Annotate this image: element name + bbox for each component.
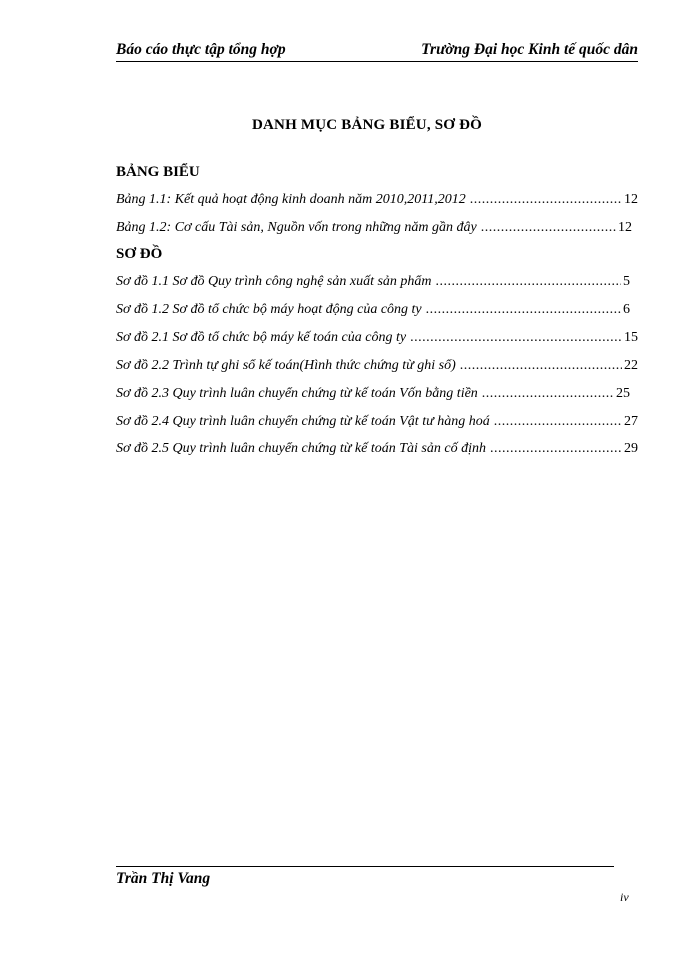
toc-leader-dots bbox=[470, 192, 622, 208]
toc-entry-label: Sơ đồ 2.5 Quy trình luân chuyển chứng từ kế toán Tài sản cố định bbox=[116, 441, 486, 456]
toc-entry-label: Sơ đồ 1.2 Sơ đồ tổ chức bộ máy hoạt động của công ty bbox=[116, 302, 422, 317]
toc-leader-dots bbox=[482, 386, 614, 402]
toc-leader-dots bbox=[494, 414, 622, 430]
toc-entry-label: Sơ đồ 2.2 Trình tự ghi sổ kế toán(Hình thức chứng từ ghi sổ) bbox=[116, 358, 456, 373]
toc-entry-page: 27 bbox=[624, 414, 638, 429]
page-number: iv bbox=[620, 890, 629, 904]
toc-entry-label: Bảng 1.1: Kết quả hoạt động kinh doanh năm 2010,2011,2012 bbox=[116, 192, 466, 207]
toc-entry[interactable] bbox=[116, 358, 638, 378]
toc-leader-dots bbox=[436, 274, 621, 290]
section-heading-diagrams: SƠ ĐỒ bbox=[116, 246, 163, 262]
toc-entry[interactable] bbox=[116, 441, 638, 461]
toc-entry-label: Bảng 1.2: Cơ cấu Tài sản, Nguồn vốn trong những năm gần đây bbox=[116, 220, 477, 235]
toc-entry[interactable] bbox=[116, 302, 630, 322]
page-title: DANH MỤC BẢNG BIỂU, SƠ ĐỒ bbox=[251, 117, 482, 133]
toc-leader-dots bbox=[490, 441, 622, 457]
toc-entry-page: 12 bbox=[618, 220, 632, 235]
toc-entry[interactable] bbox=[116, 220, 632, 240]
header-report-title: Báo cáo thực tập tổng hợp bbox=[116, 41, 286, 58]
toc-entry[interactable] bbox=[116, 414, 638, 434]
toc-leader-dots bbox=[481, 220, 616, 236]
footer-author: Trần Thị Vang bbox=[116, 870, 211, 887]
toc-entry-page: 5 bbox=[623, 274, 630, 289]
toc-entry-label: Sơ đồ 2.4 Quy trình luân chuyển chứng từ kế toán Vật tư hàng hoá bbox=[116, 414, 490, 429]
toc-entry[interactable] bbox=[116, 192, 638, 212]
toc-entry[interactable] bbox=[116, 386, 630, 406]
toc-entry-page: 22 bbox=[624, 358, 638, 373]
footer-divider bbox=[116, 866, 614, 867]
toc-entry-label: Sơ đồ 2.1 Sơ đồ tổ chức bộ máy kế toán của công ty bbox=[116, 330, 407, 345]
toc-leader-dots bbox=[426, 302, 621, 318]
toc-entry-label: Sơ đồ 2.3 Quy trình luân chuyển chứng từ kế toán Vốn bằng tiền bbox=[116, 386, 478, 401]
page-header bbox=[116, 41, 638, 62]
toc-leader-dots bbox=[460, 358, 622, 374]
toc-entry-page: 6 bbox=[623, 302, 630, 317]
section-heading-tables: BẢNG BIỂU bbox=[116, 164, 200, 180]
toc-entry-label: Sơ đồ 1.1 Sơ đồ Quy trình công nghệ sản xuất sản phẩm bbox=[116, 274, 432, 289]
toc-entry-page: 29 bbox=[624, 441, 638, 456]
toc-entry[interactable] bbox=[116, 330, 638, 350]
toc-leader-dots bbox=[410, 330, 622, 346]
toc-entry[interactable] bbox=[116, 274, 630, 294]
toc-entry-page: 25 bbox=[616, 386, 630, 401]
toc-entry-page: 12 bbox=[624, 192, 638, 207]
toc-entry-page: 15 bbox=[624, 330, 638, 345]
header-university: Trường Đại học Kinh tế quốc dân bbox=[421, 41, 638, 58]
